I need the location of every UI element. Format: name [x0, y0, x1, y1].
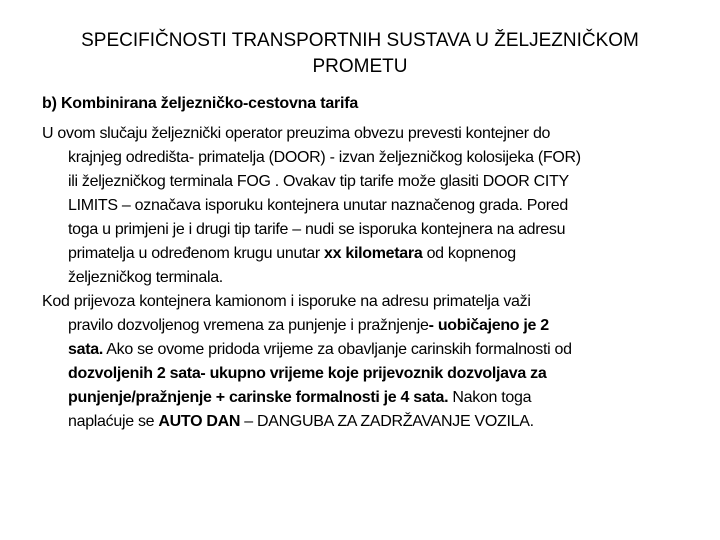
paragraph-line	[42, 242, 581, 266]
slide-title	[30, 28, 690, 80]
paragraph-line	[42, 266, 581, 290]
text-segment: Ako se ovome pridoda vrijeme za obavljanje carinskih formalnosti od	[102, 341, 572, 358]
text-segment: LIMITS – označava isporuku kontejnera unutar naznačenog grada. Pored	[68, 197, 568, 214]
paragraph-line	[42, 338, 572, 362]
text-segment: Kod prijevoza kontejnera kamionom i isporuke na adresu primatelja važi	[42, 293, 531, 310]
text-segment: krajnjeg odredišta- primatelja (DOOR) - izvan željezničkog kolosijeka (FOR)	[68, 149, 581, 166]
text-segment: U ovom slučaju željeznički operator preuzima obvezu prevesti kontejner do	[42, 125, 551, 142]
section-heading: b) Kombinirana željezničko-cestovna tarifa	[42, 95, 359, 112]
paragraph-line	[42, 122, 581, 146]
bold-text: - uobičajeno je 2	[428, 317, 549, 334]
slide-title-line-1: SPECIFIČNOSTI TRANSPORTNIH SUSTAVA U ŽELJEZNIČKOM	[81, 30, 639, 51]
paragraph-line	[42, 386, 572, 410]
slide-title-line-2: PROMETU	[312, 56, 408, 77]
paragraph-truck-delivery	[42, 290, 572, 434]
paragraph-line	[42, 170, 581, 194]
paragraph-line	[42, 290, 572, 314]
paragraph-line	[42, 146, 581, 170]
paragraph-line	[42, 218, 581, 242]
text-segment: željezničkog terminala.	[68, 269, 223, 286]
paragraph-line	[42, 362, 572, 386]
bold-text: dozvoljenih 2 sata- ukupno vrijeme koje prijevoznik dozvoljava za	[68, 365, 547, 382]
text-segment: – DANGUBA ZA ZADRŽAVANJE VOZILA.	[240, 413, 534, 430]
paragraph-rail-road-tariff	[42, 122, 581, 290]
bold-text: AUTO DAN	[158, 413, 241, 430]
text-segment: ili željezničkog terminala FOG . Ovakav tip tarife može glasiti DOOR CITY	[68, 173, 569, 190]
text-segment: primatelja u određenom krugu unutar	[68, 245, 325, 262]
text-segment: pravilo dozvoljenog vremena za punjenje i pražnjenje	[68, 317, 429, 334]
text-segment: naplaćuje se	[68, 413, 159, 430]
paragraph-line	[42, 410, 572, 434]
paragraph-line	[42, 194, 581, 218]
text-segment: od kopnenog	[422, 245, 516, 262]
bold-text: sata.	[68, 341, 103, 358]
paragraph-line	[42, 314, 572, 338]
bold-text: xx kilometara	[324, 245, 423, 262]
text-segment: Nakon toga	[448, 389, 532, 406]
bold-text: punjenje/pražnjenje + carinske formalnosti je 4 sata.	[68, 389, 449, 406]
text-segment: toga u primjeni je i drugi tip tarife – nudi se isporuka kontejnera na adresu	[68, 221, 566, 238]
